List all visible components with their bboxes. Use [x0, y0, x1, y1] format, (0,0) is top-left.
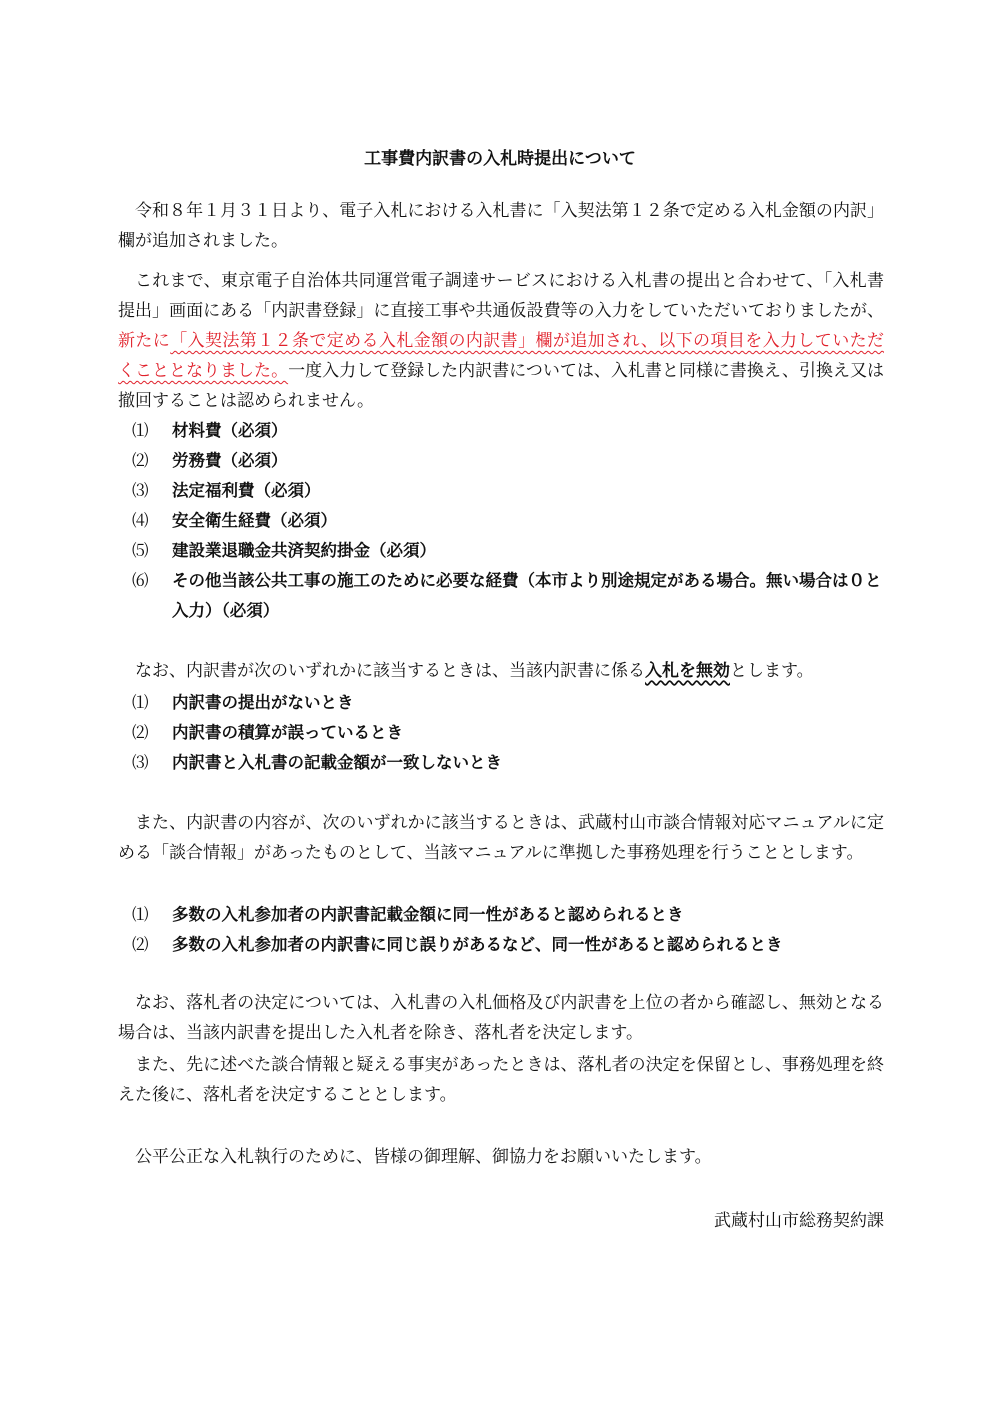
paragraph-change-notice [118, 266, 884, 416]
list-item-text: 多数の入札参加者の内訳書に同じ誤りがあるなど、同一性があると認められるとき [172, 935, 783, 954]
page-title: 工事費内訳書の入札時提出について [364, 149, 636, 169]
paragraph-closing [118, 1142, 884, 1172]
list-item-number: ⑶ [132, 481, 149, 500]
list-item [132, 476, 892, 506]
paragraph-invalid-before: なお、内訳書が次のいずれかに該当するときは、当該内訳書に係る [135, 661, 645, 681]
invalid-conditions-list [132, 688, 892, 778]
paragraph-invalid-emphasis: 入札を無効 [645, 661, 730, 681]
list-item [132, 566, 892, 626]
paragraph-change-after: 一度入力して登録した内訳書については、入札書と同様に書換え、引換え又は撤回することは認められません。 [118, 361, 884, 411]
list-item-text: 安全衛生経費（必須） [172, 511, 337, 530]
list-item [132, 748, 892, 778]
list-item-number: ⑶ [132, 753, 149, 772]
list-item-number: ⑴ [132, 905, 149, 924]
list-item-text: 内訳書と入札書の記載金額が一致しないとき [172, 753, 502, 772]
list-item [132, 506, 892, 536]
paragraph-intro [118, 196, 884, 256]
paragraph-award-text: なお、落札者の決定については、入札書の入札価格及び内訳書を上位の者から確認し、無効となる場合は、当該内訳書を提出した入札者を除き、落札者を決定します。 [118, 993, 884, 1043]
list-item-number: ⑸ [132, 541, 149, 560]
list-item [132, 900, 892, 930]
paragraph-invalid-conditions [118, 656, 884, 686]
list-item [132, 718, 892, 748]
paragraph-collusion-text: また、内訳書の内容が、次のいずれかに該当するときは、武蔵村山市談合情報対応マニュアルに定める「談合情報」があったものとして、当該マニュアルに準拠した事務処理を行うこととします。 [118, 813, 884, 863]
list-item-number: ⑷ [132, 511, 149, 530]
list-item-number: ⑵ [132, 451, 149, 470]
list-item-text: 材料費（必須） [172, 421, 288, 440]
paragraph-award-decision [118, 988, 884, 1048]
paragraph-award-hold-text: また、先に述べた談合情報と疑える事実があったときは、落札者の決定を保留とし、事務処理を終えた後に、落札者を決定することとします。 [118, 1055, 884, 1105]
list-item-number: ⑹ [132, 571, 149, 590]
paragraph-collusion-info [118, 808, 884, 868]
list-item-number: ⑴ [132, 693, 149, 712]
list-item-text: 法定福利費（必須） [172, 481, 321, 500]
list-item-text: 労務費（必須） [172, 451, 288, 470]
list-item-text: その他当該公共工事の施工のために必要な経費（本市より別途規定がある場合。無い場合は０と入力）（必須） [172, 571, 882, 620]
list-item-text: 内訳書の提出がないとき [172, 693, 354, 712]
required-items-list [132, 416, 892, 626]
paragraph-change-red-text: 新たに [118, 331, 171, 351]
paragraph-change-before: これまで、東京電子自治体共同運営電子調達サービスにおける入札書の提出と合わせて、「入札書提出」画面にある「内訳書登録」に直接工事や共通仮設費等の入力をしていただいておりましたが、 [118, 271, 884, 321]
collusion-conditions-list [132, 900, 892, 960]
list-item [132, 688, 892, 718]
list-item-text: 多数の入札参加者の内訳書記載金額に同一性があると認められるとき [172, 905, 684, 924]
paragraph-invalid-after: とします。 [730, 661, 814, 681]
list-item-number: ⑴ [132, 421, 149, 440]
paragraph-intro-text: 令和８年１月３１日より、電子入札における入札書に「入契法第１２条で定める入札金額の内訳」欄が追加されました。 [118, 201, 884, 251]
paragraph-award-hold [118, 1050, 884, 1110]
list-item-number: ⑵ [132, 935, 149, 954]
list-item-text: 内訳書の積算が誤っているとき [172, 723, 403, 742]
list-item-number: ⑵ [132, 723, 149, 742]
list-item-text: 建設業退職金共済契約掛金（必須） [172, 541, 436, 560]
paragraph-change-red-underlined: 「入契法第１２条で定める入札金額の内訳書」欄が追加され、以下の項目を入力していただくこととなりました。 [118, 331, 884, 381]
list-item [132, 930, 892, 960]
list-item [132, 446, 892, 476]
list-item [132, 536, 892, 566]
list-item [132, 416, 892, 446]
issuer-signature: 武蔵村山市総務契約課 [714, 1211, 884, 1231]
paragraph-closing-text: 公平公正な入札執行のために、皆様の御理解、御協力をお願いいたします。 [135, 1147, 712, 1167]
